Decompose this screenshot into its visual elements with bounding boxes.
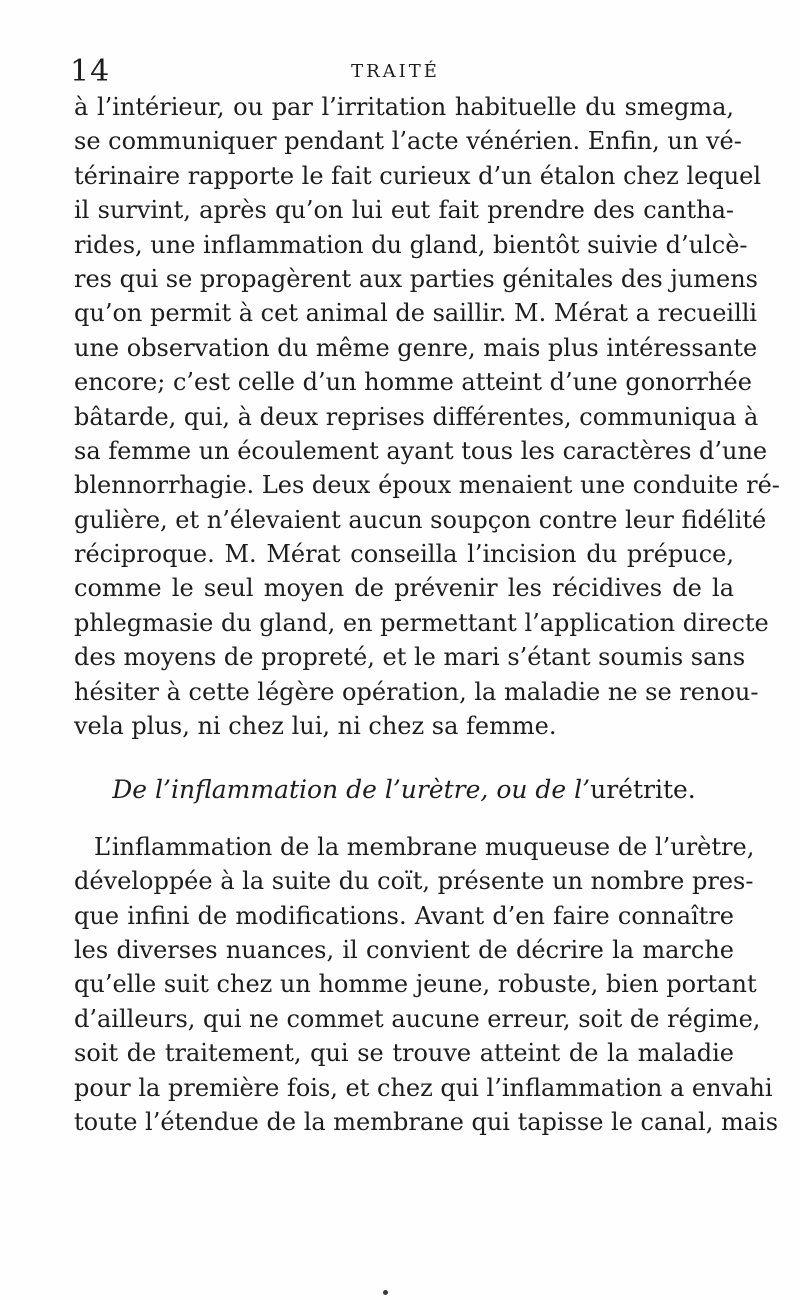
text-line: développée à la suite du coït, présente un nombre pres- [74,867,754,896]
text-line: des moyens de propreté, et le mari s’étant soumis sans [74,643,746,672]
text-line: d’ailleurs, qui ne commet aucune erreur, soit de régime, [74,1004,761,1033]
text-line: phlegmasie du gland, en permettant l’application directe [74,608,769,637]
text-line: gulière, et n’élevaient aucun soupçon contre leur fidélité [74,505,767,534]
text-line: que infini de modifications. Avant d’en faire connaître [74,901,734,930]
text-block [74,90,780,1139]
text-line: les diverses nuances, il convient de décrire la marche [74,935,734,964]
text-line: pour la première fois, et chez qui l’inflammation a envahi [74,1073,773,1102]
section-heading-roman: urétrite. [590,775,696,805]
text-line: toute l’étendue de la membrane qui tapisse le canal, mais [74,1107,779,1136]
text-line: une observation du même genre, mais plus intéressante [74,333,758,362]
text-line: qu’elle suit chez un homme jeune, robuste, bien portant [74,970,757,999]
text-line: soit de traitement, qui se trouve atteint de la maladie [74,1039,734,1068]
text-line: blennorrhagie. Les deux époux menaient une conduite ré- [74,471,780,500]
text-line: vela plus, ni chez lui, ni chez sa femme. [74,712,557,741]
running-title: TRAITÉ [351,61,440,82]
page-number: 14 [70,54,111,89]
text-line: qu’on permit à cet animal de saillir. M. Mérat a recueilli [74,299,758,328]
text-line: à l’intérieur, ou par l’irritation habituelle du smegma, [74,93,734,121]
text-line: térinaire rapporte le fait curieux d’un étalon chez lequel [74,161,762,190]
text-line: rides, une inflammation du gland, bientôt suivie d’ulcè- [74,230,748,259]
ink-speck [383,1290,388,1295]
text-line: sa femme un écoulement ayant tous les caractères d’une [74,436,768,465]
text-line: se communiquer pendant l’acte vénérien. Enfin, un vé- [74,127,742,156]
text-line: hésiter à cette légère opération, la maladie ne se renou- [74,677,759,706]
text-line: réciproque. M. Mérat conseilla l’incision du prépuce, [74,540,734,569]
paragraph-2 [74,830,779,1140]
text-line: L’inflammation de la membrane muqueuse de l’urètre, [94,832,755,861]
text-line: encore; c’est celle d’un homme atteint d’une gonorrhée [74,368,752,397]
text-line: bâtarde, qui, à deux reprises différentes, communiqua à [74,402,759,431]
text-line: res qui se propagèrent aux parties génitales des jumens [74,264,758,293]
section-heading-italic: De l’inflammation de l’urètre, ou de l’ [112,775,591,805]
paragraph-1 [74,90,780,743]
section-heading [74,773,734,807]
text-line: comme le seul moyen de prévenir les récidives de la [74,574,734,603]
text-line: il survint, après qu’on lui eut fait prendre des cantha- [74,196,734,225]
